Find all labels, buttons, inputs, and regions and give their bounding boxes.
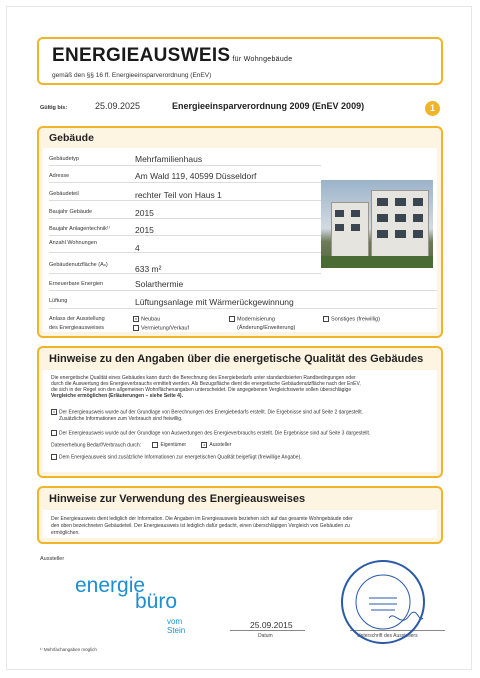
row-label: Baujahr Gebäude xyxy=(49,209,93,215)
row-value: rechter Teil von Haus 1 xyxy=(135,190,222,200)
row-value: 2015 xyxy=(135,208,154,218)
neubau-label: Neubau xyxy=(141,316,161,323)
title-box xyxy=(37,37,443,85)
quality-hints-heading: Hinweise zu den Angaben über die energetische Qualität des Gebäudes xyxy=(49,353,424,365)
building-photo xyxy=(321,180,433,268)
building-section xyxy=(37,126,443,338)
row-label: Baujahr Anlagentechnik¹⁾ xyxy=(49,226,110,232)
modernisierung-detail: (Änderung/Erweiterung) xyxy=(237,325,296,331)
usage-hints-body xyxy=(43,510,437,538)
valid-until-label: Gültig bis: xyxy=(40,105,68,111)
table-row xyxy=(49,168,321,183)
checkbox-icon xyxy=(51,430,57,436)
data-collection-label: Datenerhebung Bedarf/Verbrauch durch: xyxy=(51,442,142,449)
data-collection-row xyxy=(51,442,429,449)
checkbox-icon xyxy=(323,316,329,322)
owner-label: Eigentümer xyxy=(160,442,187,449)
option-additional-info[interactable] xyxy=(51,454,429,461)
option-consumption-text: Der Energieausweis wurde auf der Grundlage von Auswertungen des Energieverbrauchs erstellt. Die Ergebnisse sind auf Seite 3 dargestellt. xyxy=(59,430,371,437)
issuer-label: Aussteller xyxy=(40,556,65,562)
row-label: Erneuerbare Energien xyxy=(49,281,104,287)
photo-window xyxy=(395,214,406,222)
photo-hedge xyxy=(321,256,433,268)
row-value: 4 xyxy=(135,243,140,253)
architect-stamp-icon xyxy=(339,558,427,646)
checkbox-icon xyxy=(152,442,158,448)
checkbox-sonstiges[interactable] xyxy=(323,316,380,322)
document-title xyxy=(52,45,292,67)
checkbox-neubau[interactable] xyxy=(133,316,160,322)
checkbox-icon xyxy=(51,454,57,460)
usage-hints-section xyxy=(37,486,443,544)
option-demand-note: Zusätzliche Informationen zum Verbrauch sind freiwillig. xyxy=(59,416,183,422)
checkbox-icon xyxy=(229,316,235,322)
checkbox-icon xyxy=(133,325,139,331)
usage-hints-heading: Hinweise zur Verwendung des Energieausweises xyxy=(49,493,306,505)
photo-window xyxy=(377,230,388,238)
signature-date: 25.09.2015 xyxy=(250,620,293,630)
row-value: 633 m² xyxy=(135,264,162,274)
regulation-label: Energieeinsparverordnung 2009 (EnEV 2009) xyxy=(172,101,365,111)
reason-label-2: des Energieausweises xyxy=(49,325,105,331)
row-label: Gebäudetyp xyxy=(49,156,79,162)
checkbox-owner[interactable] xyxy=(152,442,186,448)
checked-box-icon: x xyxy=(203,442,206,447)
building-table xyxy=(43,148,437,332)
photo-window xyxy=(395,198,406,206)
checkbox-vermietung[interactable] xyxy=(133,325,189,331)
title-text: ENERGIEAUSWEIS xyxy=(52,45,231,66)
title-suffix: für Wohngebäude xyxy=(232,56,293,63)
valid-until-date: 25.09.2025 xyxy=(95,101,141,111)
row-label: Adresse xyxy=(49,173,70,179)
usage-line: den oben bezeichneten Gebäudeteil. Der Energieausweis ist lediglich dafür gedacht, einen überschlägigen Vergleich von Gebäuden zu xyxy=(51,523,350,529)
quality-hints-body xyxy=(43,370,437,472)
checked-box-icon: x xyxy=(53,409,55,414)
date-label: Datum xyxy=(258,633,273,639)
photo-window xyxy=(413,230,423,238)
document-subtitle: gemäß den §§ 16 ff. Energieeinsparverordnung (EnEV) xyxy=(52,72,212,79)
photo-window xyxy=(335,210,344,217)
photo-window xyxy=(351,210,360,217)
page-number-badge: 1 xyxy=(425,101,440,116)
row-value: Am Wald 119, 40599 Düsseldorf xyxy=(135,171,257,181)
signature-label: Unterschrift des Ausstellers xyxy=(357,633,418,639)
validity-row xyxy=(37,100,443,116)
table-row xyxy=(49,276,437,291)
row-value: Solarthermie xyxy=(135,279,184,289)
photo-window xyxy=(377,214,388,222)
intro-line: durch die Auswertung des Energieverbrauchs ermittelt werden. Als Bezugsfläche dient die energetische Gebäudenutzfläche nach der EnEV, xyxy=(51,381,361,387)
photo-window xyxy=(377,198,388,206)
intro-line: die sich in der Regel von den allgemeinen Wohnflächenangaben unterscheidet. Die angegebenen Vergleichswerte sollen überschlägige xyxy=(51,387,352,393)
row-value: Lüftungsanlage mit Wärmerückgewinnung xyxy=(135,297,294,307)
option-demand-text: Der Energieausweis wurde auf der Grundlage von Berechnungen des Energiebedarfs erstellt. Die Ergebnisse sind auf Seite 2 dargestellt. xyxy=(59,409,364,416)
date-line xyxy=(230,630,305,631)
table-row xyxy=(49,222,321,236)
checkbox-issuer[interactable] xyxy=(201,442,231,448)
quality-hints-section xyxy=(37,346,443,478)
reason-label-1: Anlass der Ausstellung xyxy=(49,316,105,322)
photo-window xyxy=(413,214,423,222)
row-value: 2015 xyxy=(135,225,154,235)
table-row xyxy=(49,238,321,253)
checkbox-modernisierung[interactable] xyxy=(229,316,275,322)
photo-window xyxy=(351,224,360,231)
photo-window xyxy=(395,230,406,238)
table-row xyxy=(49,204,321,219)
option-demand[interactable] xyxy=(51,409,429,416)
row-label: Anzahl Wohnungen xyxy=(49,240,97,246)
row-label: Lüftung xyxy=(49,298,68,304)
vermietung-label: Vermietung/Verkauf xyxy=(141,325,190,332)
checked-box-icon: x xyxy=(135,316,137,321)
row-value: Mehrfamilienhaus xyxy=(135,154,203,164)
issuer-label: Aussteller xyxy=(209,442,232,449)
row-label: Gebäudenutzfläche (Aₙ) xyxy=(49,262,108,268)
logo-vom-stein: vom Stein xyxy=(167,617,186,635)
sonstiges-label: Sonstiges (freiwillig) xyxy=(331,316,380,323)
table-row xyxy=(49,255,321,274)
photo-window xyxy=(413,198,423,206)
building-heading: Gebäude xyxy=(49,132,94,144)
table-row xyxy=(49,293,437,309)
table-row xyxy=(49,151,321,166)
modernisierung-label: Modernisierung xyxy=(237,316,275,323)
option-additional-text: Dem Energieausweis sind zusätzliche Informationen zur energetischen Qualität beigefügt (freiwillige Angabe). xyxy=(59,454,302,461)
usage-line: ermöglichen. xyxy=(51,530,80,536)
logo-energie: energie xyxy=(75,574,146,597)
logo-buero: büro xyxy=(135,590,178,613)
photo-window xyxy=(335,224,344,231)
table-row xyxy=(49,186,321,201)
intro-line: Vergleiche ermöglichen (Erläuterungen – siehe Seite 4). xyxy=(51,393,183,399)
row-label: Gebäudeteil xyxy=(49,191,79,197)
option-consumption[interactable] xyxy=(51,430,429,437)
footnote: ¹⁾ Mehrfachangaben möglich xyxy=(40,647,97,652)
usage-line: Der Energieausweis dient lediglich der Information. Die Angaben im Energieausweis beziehen sich auf das gesamte Wohngebäude oder xyxy=(51,516,353,522)
intro-line: Die energetische Qualität eines Gebäudes kann durch die Berechnung des Energiebedarfs unter standardisierten Randbedingungen oder xyxy=(51,375,356,381)
